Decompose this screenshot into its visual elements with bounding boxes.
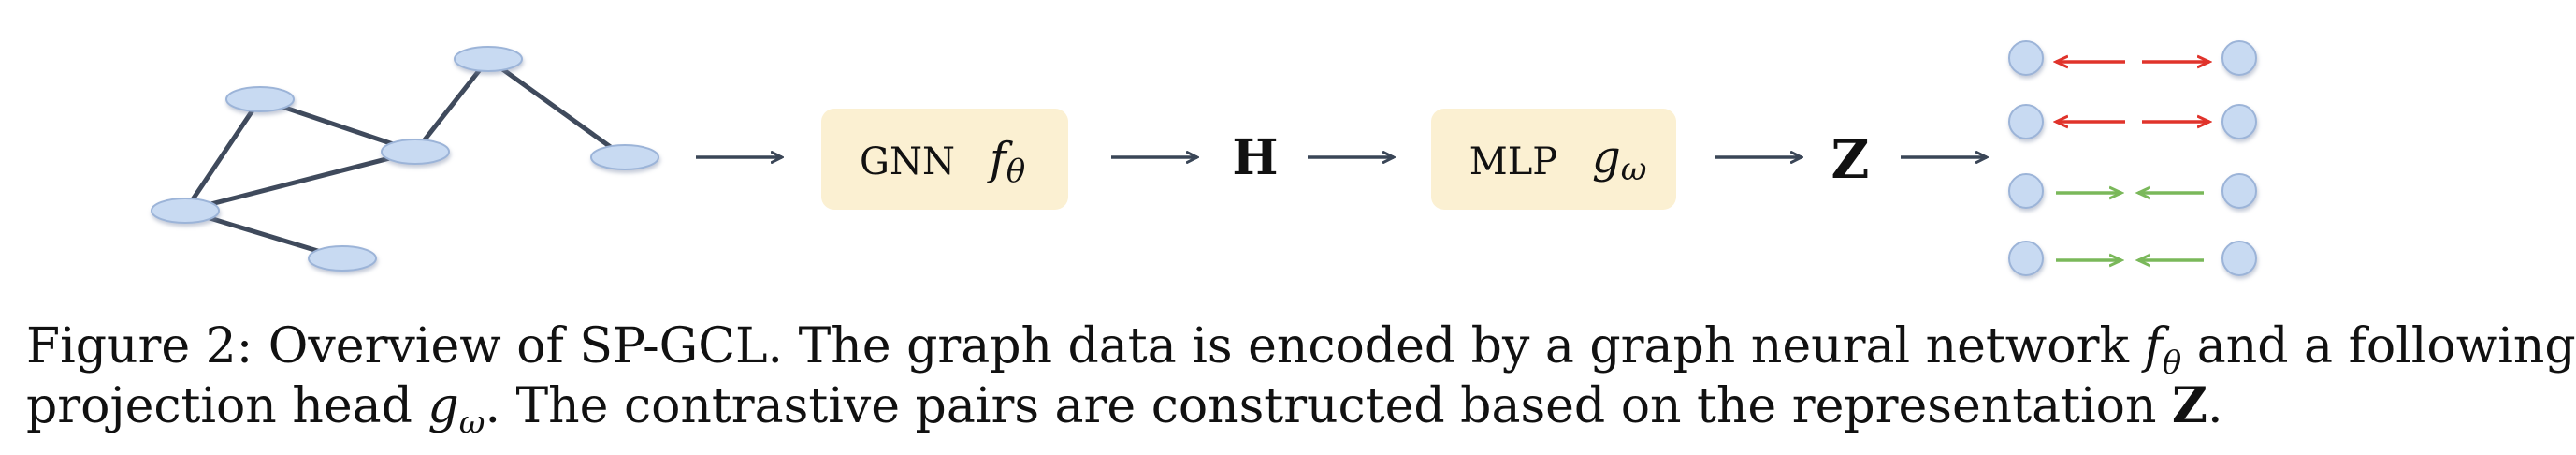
pair-node-left — [2009, 174, 2043, 208]
caption-line-2 — [26, 376, 2383, 442]
graph-node — [591, 145, 658, 169]
mlp-function-symbol: g — [1592, 131, 1621, 183]
graph-node — [455, 47, 522, 71]
gnn-function-sub: θ — [1006, 153, 1026, 190]
caption-math-z: Z — [2171, 377, 2207, 434]
graph-edge — [488, 59, 625, 157]
z-representation-label: Z — [1831, 129, 1870, 191]
graph-node — [152, 198, 219, 223]
mlp-block — [1431, 109, 1676, 210]
mlp-function-sub: ω — [1620, 151, 1647, 188]
caption-text: projection head — [26, 378, 428, 434]
caption-line-1 — [26, 316, 2576, 382]
caption-math-g: g — [427, 378, 459, 434]
pair-node-right — [2222, 105, 2256, 139]
pair-nodes — [2009, 41, 2256, 275]
graph-edge — [415, 59, 488, 152]
pair-node-right — [2222, 242, 2256, 275]
pair-node-left — [2009, 242, 2043, 275]
input-graph — [152, 47, 658, 271]
graph-node — [226, 87, 294, 111]
mlp-label: MLP — [1469, 140, 1558, 183]
caption-math-theta: θ — [2162, 344, 2182, 382]
negative-pair-arrows — [2056, 62, 2209, 122]
caption-text: . The contrastive pairs are constructed based on the representation — [485, 378, 2172, 434]
pair-node-left — [2009, 41, 2043, 75]
graph-node — [309, 246, 376, 271]
h-representation-label: H — [1232, 129, 1279, 186]
figure-caption — [26, 316, 2576, 442]
caption-math-omega: ω — [458, 404, 485, 442]
pair-node-right — [2222, 174, 2256, 208]
caption-math-f: f — [2144, 318, 2163, 374]
positive-pair-arrows — [2056, 193, 2204, 260]
gnn-block — [821, 109, 1068, 210]
pair-node-left — [2009, 105, 2043, 139]
gnn-label: GNN — [860, 140, 955, 183]
caption-text: and a following — [2181, 318, 2576, 374]
caption-figure-label: Figure 2: — [26, 318, 253, 374]
caption-text: . — [2207, 378, 2223, 434]
caption-text: Overview of SP-GCL. The graph data is encoded by a graph neural network — [253, 318, 2145, 374]
contrastive-pairs — [2009, 41, 2256, 275]
pair-node-right — [2222, 41, 2256, 75]
gnn-function-symbol: f — [990, 133, 1006, 185]
graph-nodes — [152, 47, 658, 271]
graph-node — [382, 139, 449, 164]
